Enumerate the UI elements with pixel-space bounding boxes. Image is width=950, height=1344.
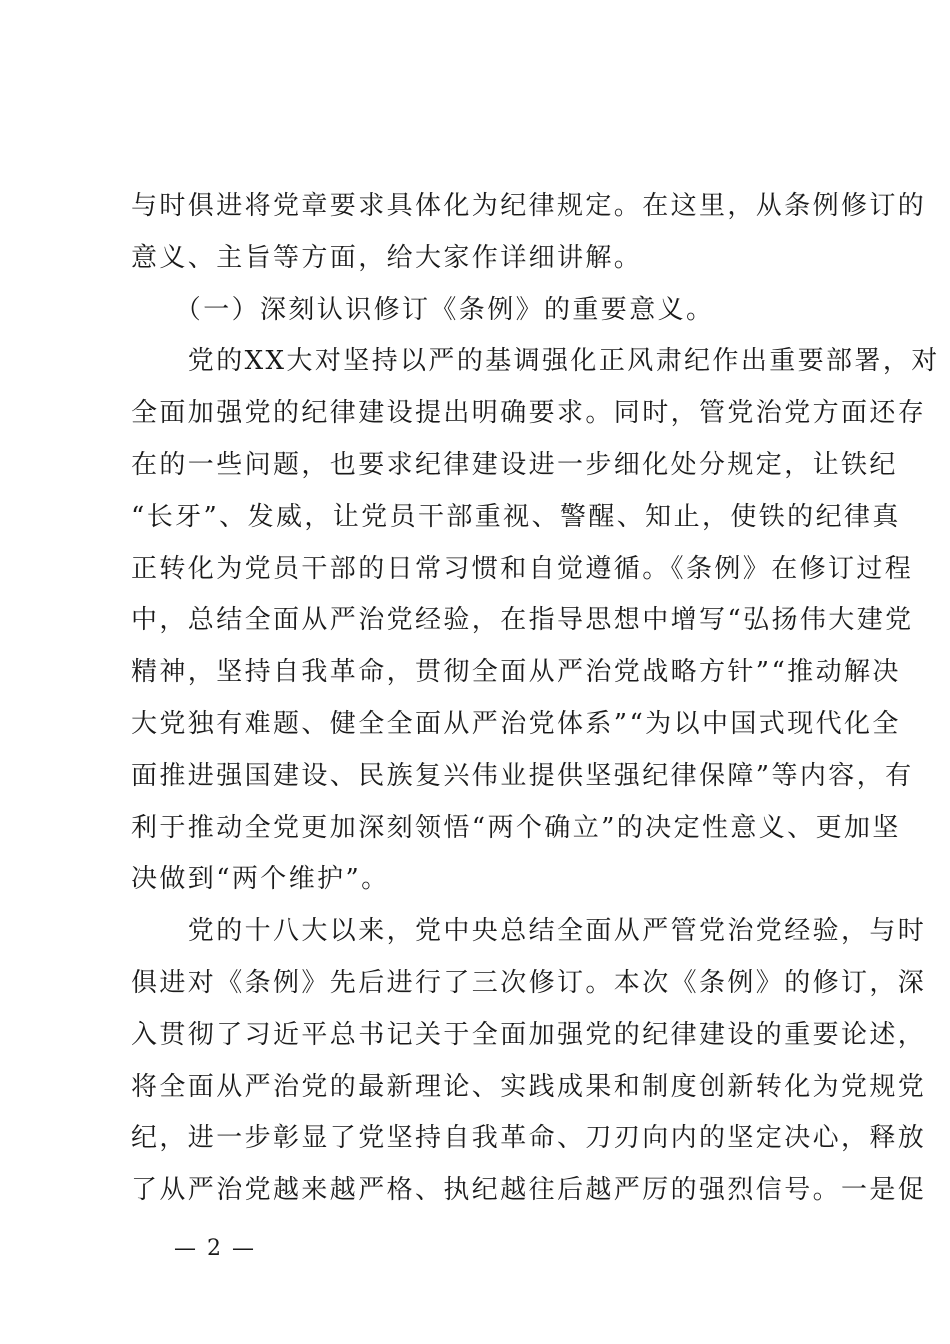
text-line: 中，总结全面从严治党经验，在指导思想中增写“弘扬伟大建党 <box>131 605 914 636</box>
body-text <box>131 183 940 1219</box>
text-line: 面推进强国建设、民族复兴伟业提供坚强纪律保障”等内容，有 <box>131 760 914 791</box>
page-number: — 2 — <box>174 1236 256 1261</box>
text-line: 党的XX大对坚持以严的基调强化正风肃纪作出重要部署，对 <box>131 346 940 377</box>
section-heading: （一）深刻认识修订《条例》的重要意义。 <box>131 294 715 325</box>
text-line: 党的十八大以来，党中央总结全面从严管党治党经验，与时 <box>131 916 927 947</box>
text-line: 意义、主旨等方面，给大家作详细讲解。 <box>131 242 643 273</box>
text-line: 俱进对《条例》先后进行了三次修订。本次《条例》的修订，深 <box>131 967 927 998</box>
text-line: 全面加强党的纪律建设提出明确要求。同时，管党治党方面还存 <box>131 398 927 429</box>
text-line: 精神，坚持自我革命，贯彻全面从严治党战略方针”“推动解决 <box>131 657 901 688</box>
text-line: 正转化为党员干部的日常习惯和自觉遵循。《条例》在修订过程 <box>131 553 914 584</box>
text-line: 纪，进一步彰显了党坚持自我革命、刀刃向内的坚定决心，释放 <box>131 1123 927 1154</box>
text-line: 大党独有难题、健全全面从严治党体系”“为以中国式现代化全 <box>131 708 901 739</box>
text-line: 在的一些问题，也要求纪律建设进一步细化处分规定，让铁纪 <box>131 449 898 480</box>
text-line: 了从严治党越来越严格、执纪越往后越严厉的强烈信号。一是促 <box>131 1175 927 1206</box>
text-line: 入贯彻了习近平总书记关于全面加强党的纪律建设的重要论述， <box>131 1019 927 1050</box>
text-line: 与时俱进将党章要求具体化为纪律规定。在这里，从条例修订的 <box>131 191 927 221</box>
text-line: 利于推动全党更加深刻领悟“两个确立”的决定性意义、更加坚 <box>131 812 901 843</box>
text-line: 决做到“两个维护”。 <box>131 864 390 895</box>
text-line: 将全面从严治党的最新理论、实践成果和制度创新转化为党规党 <box>131 1071 927 1102</box>
text-line: “长牙”、发威，让党员干部重视、警醒、知止，使铁的纪律真 <box>131 501 901 532</box>
